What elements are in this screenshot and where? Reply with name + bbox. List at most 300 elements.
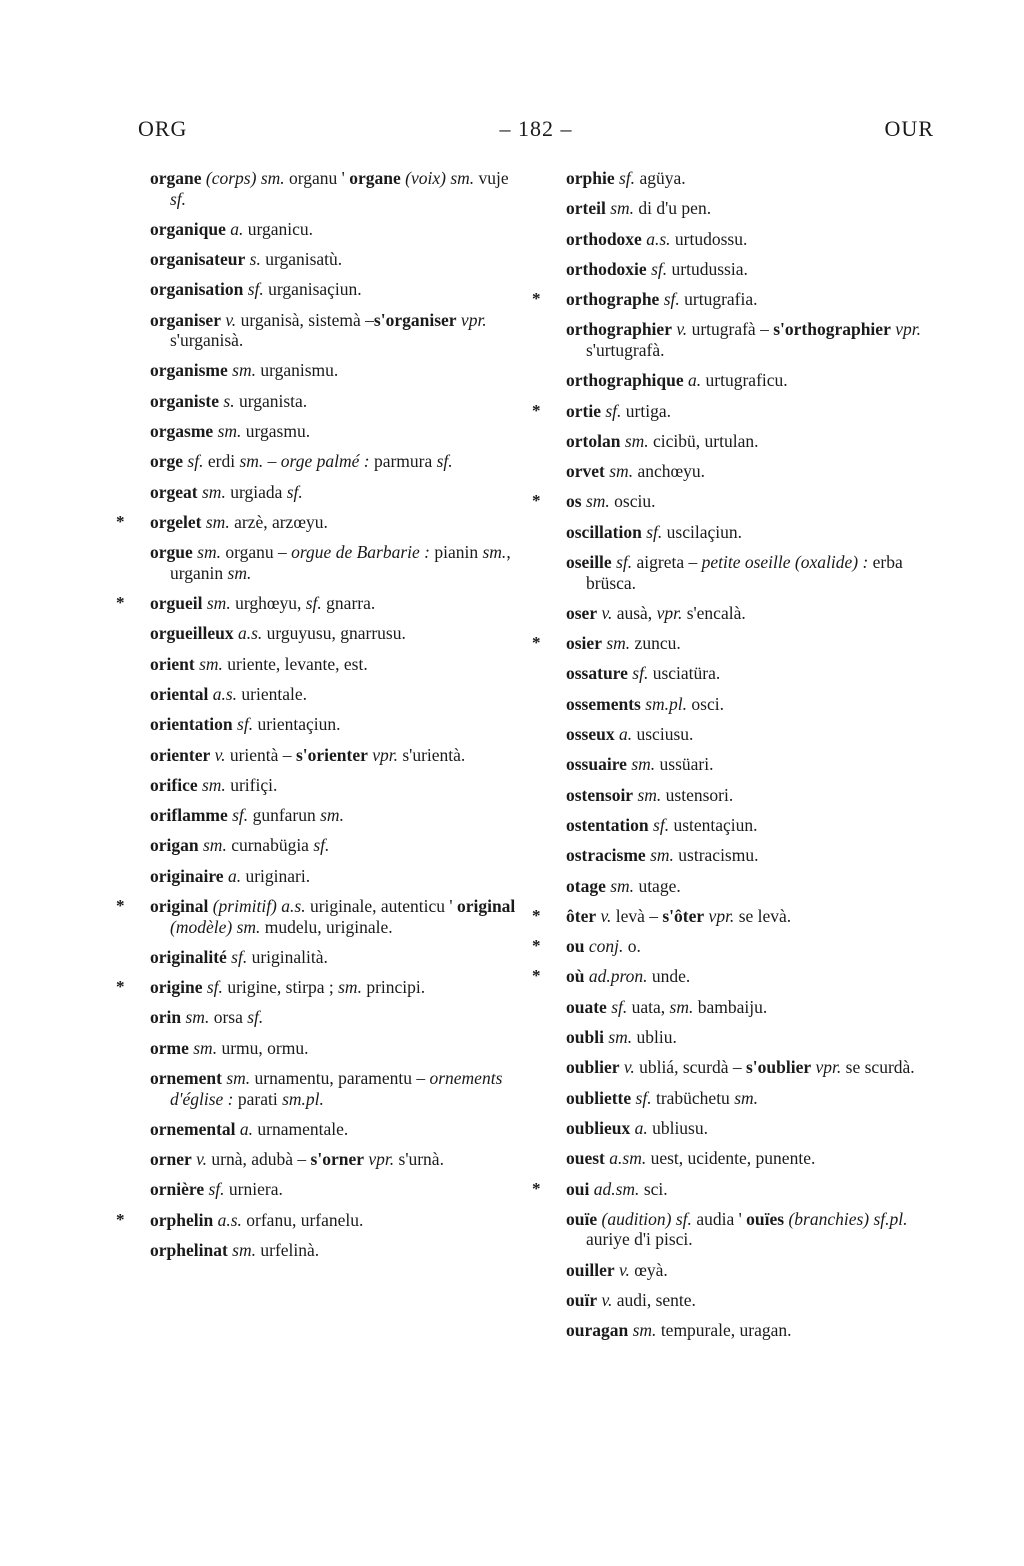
dictionary-entry xyxy=(566,229,938,250)
headword: orgue xyxy=(150,542,193,563)
dictionary-entry xyxy=(566,754,938,775)
grammar-label: vpr. xyxy=(708,905,735,926)
dictionary-entry xyxy=(566,461,938,482)
grammar-label: sm. xyxy=(450,168,475,188)
definition-text: se levà. xyxy=(734,905,792,926)
headword: s'orthographier xyxy=(773,319,891,340)
headword: s'orner xyxy=(310,1149,364,1170)
headword: oriflamme xyxy=(150,805,228,826)
header-last-entry-range: OUR xyxy=(884,116,934,141)
headword: organe xyxy=(349,168,401,188)
definition-text: parati xyxy=(233,1088,283,1109)
definition-text: ussüari. xyxy=(655,754,714,775)
grammar-label: sm. xyxy=(206,593,231,614)
definition-text: urtiga. xyxy=(621,400,671,421)
grammar-label: sf. xyxy=(646,521,663,542)
grammar-label: sm. xyxy=(236,916,261,937)
headword: orient xyxy=(150,653,195,674)
star-marker: * xyxy=(532,400,541,420)
grammar-label: sf. xyxy=(305,593,322,614)
grammar-label: v. xyxy=(618,1259,630,1280)
dictionary-entry xyxy=(150,654,522,675)
dictionary-entry xyxy=(566,1118,938,1139)
headword: originaire xyxy=(150,865,224,886)
definition-text: urgasmu. xyxy=(241,421,311,442)
grammar-label: sm. xyxy=(624,430,649,451)
dictionary-entry xyxy=(150,168,522,209)
dictionary-entry xyxy=(566,815,938,836)
dictionary-entry xyxy=(566,1027,938,1048)
header-first-entry-range: ORG xyxy=(138,116,188,141)
definition-text: urtudossu. xyxy=(670,228,748,249)
star-marker: * xyxy=(532,936,541,956)
grammar-label: sm. xyxy=(632,1320,657,1341)
dictionary-entry xyxy=(116,593,522,614)
headword: orthographe xyxy=(566,289,660,310)
left-column xyxy=(116,168,522,1270)
grammar-label: sf. xyxy=(247,1007,264,1028)
grammar-label: sm. xyxy=(202,481,226,502)
headword: oublieux xyxy=(566,1117,631,1138)
grammar-label: sf. xyxy=(611,996,628,1017)
definition-text: ustracismu. xyxy=(673,845,759,866)
headword: s'organiser xyxy=(373,309,457,330)
dictionary-entry xyxy=(150,714,522,735)
definition-text: usciatüra. xyxy=(648,663,721,684)
grammar-label: a. xyxy=(619,724,633,745)
dictionary-entry xyxy=(566,603,938,624)
grammar-label: sf. xyxy=(675,1208,692,1229)
headword: orgasme xyxy=(150,421,214,442)
grammar-label: (voix) xyxy=(405,168,446,188)
grammar-label: sf. xyxy=(231,946,248,967)
grammar-label: sm. xyxy=(669,996,694,1017)
headword: ossature xyxy=(566,663,628,684)
dictionary-entry xyxy=(566,259,938,280)
definition-text: urganisà, sistemà – xyxy=(236,309,374,330)
headword: oseille xyxy=(566,552,612,573)
dictionary-entry xyxy=(532,491,938,512)
definition-text: vuje xyxy=(474,168,509,188)
grammar-label: sf.pl. xyxy=(873,1208,908,1229)
grammar-label: conj. xyxy=(588,936,624,957)
dictionary-entry xyxy=(566,319,938,360)
headword: orvet xyxy=(566,461,605,482)
definition-text: utage. xyxy=(634,875,681,896)
definition-text: gnarra. xyxy=(321,593,376,614)
dictionary-entry xyxy=(566,1290,938,1311)
page-header xyxy=(138,116,934,146)
dictionary-entry xyxy=(150,1240,522,1261)
definition-text: agüya. xyxy=(635,168,686,188)
definition-text: urientaçiun. xyxy=(253,714,341,735)
headword: ostensoir xyxy=(566,784,634,805)
definition-text: uriginalità. xyxy=(247,946,328,967)
definition-text: ustentaçiun. xyxy=(669,814,758,835)
grammar-label: sf. xyxy=(632,663,649,684)
headword: orteil xyxy=(566,198,606,219)
headword: os xyxy=(566,491,582,512)
definition-text: ubliá, scurdà – xyxy=(634,1057,746,1078)
dictionary-entry xyxy=(566,1088,938,1109)
grammar-label: vpr. xyxy=(460,309,487,330)
headword: orgelet xyxy=(150,511,202,532)
definition-text: uata, xyxy=(627,996,670,1017)
definition-text: urientale. xyxy=(237,683,307,704)
dictionary-entry xyxy=(566,845,938,866)
headword: oubli xyxy=(566,1027,604,1048)
dictionary-entry xyxy=(532,1178,938,1200)
definition-text: osciu. xyxy=(609,491,656,512)
dictionary-entry xyxy=(150,775,522,796)
definition-text: urgiada xyxy=(225,481,287,502)
headword: osseux xyxy=(566,724,615,745)
grammar-label: sm. xyxy=(320,805,344,826)
definition-text: urganista. xyxy=(234,390,308,411)
headword: ouate xyxy=(566,996,607,1017)
headword: origan xyxy=(150,835,199,856)
definition-text: , urganin xyxy=(170,542,511,583)
grammar-label: sm. xyxy=(610,875,635,896)
grammar-label: sf. xyxy=(187,451,204,472)
dictionary-entry xyxy=(566,370,938,391)
star-marker: * xyxy=(532,491,541,511)
grammar-label: sm. xyxy=(650,845,674,866)
grammar-label: orgue de Barbarie : xyxy=(291,542,430,563)
dictionary-entry xyxy=(150,279,522,300)
grammar-label: sm. xyxy=(239,451,264,472)
headword: orphelinat xyxy=(150,1240,228,1260)
definition-text: urganisaçiun. xyxy=(263,279,362,300)
grammar-label: vpr. xyxy=(372,744,398,765)
dictionary-entry xyxy=(566,694,938,715)
grammar-label: sm.pl. xyxy=(645,693,688,714)
grammar-label: sm. xyxy=(193,1037,218,1058)
definition-text: uriente, levante, est. xyxy=(222,653,368,674)
star-marker: * xyxy=(532,633,541,653)
headword: orifice xyxy=(150,774,198,795)
dictionary-entry xyxy=(566,1260,938,1281)
grammar-label: sm. xyxy=(585,491,610,512)
star-marker: * xyxy=(116,511,125,531)
headword: où xyxy=(566,966,585,987)
definition-text: urganicu. xyxy=(243,218,314,239)
grammar-label: sm. xyxy=(482,542,507,563)
right-column xyxy=(532,168,938,1350)
grammar-label: sf. xyxy=(313,835,330,856)
headword: ornement xyxy=(150,1068,222,1089)
headword: ouïe xyxy=(566,1208,598,1229)
definition-text: aigreta – xyxy=(632,552,702,573)
star-marker: * xyxy=(532,905,541,925)
definition-text: erdi xyxy=(203,451,240,472)
definition-text: erba brüsca. xyxy=(586,552,903,593)
headword: organique xyxy=(150,218,226,239)
definition-text: gunfarun xyxy=(248,805,321,826)
definition-text: urguyusu, gnarrusu. xyxy=(262,623,406,644)
definition-text: ubliusu. xyxy=(647,1117,708,1138)
definition-text: ubliu. xyxy=(632,1027,677,1048)
definition-text: ustensori. xyxy=(661,784,734,805)
dictionary-entry xyxy=(150,866,522,887)
grammar-label: sf. xyxy=(232,805,249,826)
headword: oser xyxy=(566,602,598,623)
definition-text: principi. xyxy=(361,977,426,998)
dictionary-entry xyxy=(566,522,938,543)
headword: s'ôter xyxy=(662,905,705,926)
grammar-label: sf. xyxy=(247,279,264,300)
grammar-label: ad.sm. xyxy=(593,1178,640,1199)
dictionary-entry xyxy=(116,511,522,533)
grammar-label: s. xyxy=(249,249,261,270)
grammar-label: sm. xyxy=(217,421,242,442)
headword: oubliette xyxy=(566,1087,632,1108)
dictionary-entry xyxy=(150,745,522,766)
headword: ouragan xyxy=(566,1320,629,1341)
grammar-label: orge palmé : xyxy=(280,451,370,472)
definition-text: organu – xyxy=(220,542,292,563)
headword: ouïr xyxy=(566,1289,598,1310)
grammar-label: sm. xyxy=(199,653,223,674)
headword: organisation xyxy=(150,279,244,300)
definition-text: urnamentu, paramentu – xyxy=(250,1068,430,1089)
headword: organe xyxy=(150,168,202,188)
grammar-label: sm. xyxy=(338,977,362,998)
headword: ornemental xyxy=(150,1118,236,1139)
dictionary-entry xyxy=(150,482,522,503)
definition-text: uest, ucidente, punente. xyxy=(646,1148,816,1169)
definition-text: urnà, adubà – xyxy=(207,1149,311,1170)
grammar-label: sm. xyxy=(226,1068,251,1089)
grammar-label: (branchies) xyxy=(788,1208,870,1229)
grammar-label: (corps) xyxy=(205,168,257,188)
dictionary-entry xyxy=(150,360,522,381)
headword: orgeat xyxy=(150,481,198,502)
grammar-label: sm. xyxy=(608,1027,633,1048)
definition-text: o. xyxy=(623,936,641,957)
definition-text: s'encalà. xyxy=(682,602,746,623)
headword: ornière xyxy=(150,1179,205,1200)
dictionary-entry xyxy=(150,623,522,644)
grammar-label: sf. xyxy=(170,188,187,209)
dictionary-entry xyxy=(566,724,938,745)
grammar-label: v. xyxy=(601,602,613,623)
grammar-label: a. xyxy=(227,865,242,886)
star-marker: * xyxy=(532,966,541,986)
definition-text: audia ' xyxy=(691,1208,747,1229)
definition-text: urganisatù. xyxy=(260,249,343,270)
definition-text: urfelinà. xyxy=(256,1240,320,1260)
dictionary-entry xyxy=(566,1057,938,1078)
dictionary-entry xyxy=(566,198,938,219)
headword: orner xyxy=(150,1149,192,1170)
dictionary-entry xyxy=(566,1320,938,1341)
dictionary-entry xyxy=(150,219,522,240)
definition-text: urientà – xyxy=(225,744,296,765)
definition-text: trabüchetu xyxy=(651,1087,735,1108)
grammar-label: sm. xyxy=(197,542,221,563)
headword: orge xyxy=(150,451,184,472)
dictionary-entry xyxy=(566,663,938,684)
headword: organiser xyxy=(150,309,221,330)
headword: originalité xyxy=(150,946,227,967)
grammar-label: a. xyxy=(688,370,702,391)
definition-text: urganismu. xyxy=(255,360,339,381)
dictionary-entry xyxy=(150,684,522,705)
definition-text: urniera. xyxy=(224,1179,283,1200)
headword: organisateur xyxy=(150,249,246,270)
headword: ouest xyxy=(566,1148,605,1169)
definition-text: uriginari. xyxy=(241,865,311,886)
grammar-label: sf. xyxy=(651,258,668,279)
definition-text: orfanu, urfanelu. xyxy=(241,1209,364,1230)
definition-text: se scurdà. xyxy=(841,1057,915,1078)
headword: ou xyxy=(566,936,585,957)
headword: orthodoxe xyxy=(566,228,642,249)
dictionary-entry xyxy=(566,1209,938,1250)
dictionary-entry xyxy=(150,805,522,826)
grammar-label: sf. xyxy=(616,552,633,573)
grammar-label: (audition) xyxy=(601,1208,672,1229)
dictionary-entry xyxy=(116,977,522,998)
definition-text: audi, sente. xyxy=(612,1289,696,1310)
grammar-label: sf. xyxy=(605,400,622,421)
dictionary-entry xyxy=(150,1007,522,1028)
headword: ôter xyxy=(566,905,597,926)
headword: ouiller xyxy=(566,1259,615,1280)
definition-text: s'urnà. xyxy=(394,1149,444,1170)
dictionary-entry xyxy=(116,1209,522,1231)
headword: otage xyxy=(566,875,606,896)
dictionary-entry xyxy=(566,552,938,593)
headword: orthodoxie xyxy=(566,258,647,279)
dictionary-entry xyxy=(532,289,938,310)
dictionary-entry xyxy=(150,1068,522,1109)
definition-text: bambaiju. xyxy=(693,996,768,1017)
dictionary-entry xyxy=(532,400,938,422)
grammar-label: vpr. xyxy=(815,1057,842,1078)
dictionary-entry xyxy=(150,1179,522,1200)
star-marker: * xyxy=(532,289,541,309)
headword: original xyxy=(150,896,209,917)
grammar-label: vpr. xyxy=(895,319,921,340)
headword: ostentation xyxy=(566,814,649,835)
definition-text: urghœyu, xyxy=(230,593,306,614)
definition-text: s'urtugrafà. xyxy=(586,339,665,360)
grammar-label: (primitif) xyxy=(212,896,277,917)
definition-text: pianin xyxy=(429,542,483,563)
headword: orme xyxy=(150,1037,189,1058)
headword: organiste xyxy=(150,390,220,411)
grammar-label: a. xyxy=(634,1117,648,1138)
dictionary-entry xyxy=(150,249,522,270)
headword: ossuaire xyxy=(566,754,627,775)
dictionary-entry xyxy=(566,997,938,1018)
definition-text: urnamentale. xyxy=(253,1118,349,1139)
definition-text: urtugrafà – xyxy=(687,319,774,340)
grammar-label: sf. xyxy=(206,977,223,998)
grammar-label: sm. xyxy=(734,1087,759,1108)
headword: organisme xyxy=(150,360,228,381)
grammar-label: sm. xyxy=(232,1240,256,1260)
grammar-label: sm. xyxy=(205,511,230,532)
headword: ortie xyxy=(566,400,601,421)
definition-text: curnabügia xyxy=(226,835,314,856)
headword: ouïes xyxy=(746,1208,785,1229)
dictionary-entry xyxy=(150,1149,522,1170)
definition-text: usciusu. xyxy=(632,724,694,745)
star-marker: * xyxy=(116,977,125,997)
grammar-label: sm. xyxy=(227,562,252,583)
dictionary-entry xyxy=(150,947,522,968)
dictionary-entry xyxy=(532,905,938,927)
headword: ostracisme xyxy=(566,845,646,866)
definition-text: œyà. xyxy=(629,1259,668,1280)
headword: original xyxy=(456,896,516,917)
grammar-label: (modèle) xyxy=(170,916,233,937)
grammar-label: petite oseille (oxalide) : xyxy=(701,552,869,573)
grammar-label: sm. xyxy=(260,168,285,188)
grammar-label: sf. xyxy=(663,289,680,310)
definition-text: osci. xyxy=(687,693,724,714)
grammar-label: a. xyxy=(239,1118,254,1139)
headword: oriental xyxy=(150,683,209,704)
dictionary-entry xyxy=(150,1119,522,1140)
definition-text: urifiçi. xyxy=(225,774,278,795)
definition-text: urigine, stirpa ; xyxy=(222,977,339,998)
star-marker: * xyxy=(116,593,125,613)
dictionary-entry xyxy=(150,310,522,351)
definition-text: arzè, arzœyu. xyxy=(229,511,328,532)
definition-text: urtugrafia. xyxy=(679,289,758,310)
grammar-label: a.s. xyxy=(237,623,263,644)
grammar-label: a.s. xyxy=(217,1209,242,1230)
headword: oublier xyxy=(566,1057,620,1078)
definition-text: parmura xyxy=(369,451,437,472)
headword: oscillation xyxy=(566,521,642,542)
star-marker: * xyxy=(116,896,125,916)
dictionary-entry xyxy=(566,168,938,189)
headword: s'orienter xyxy=(295,744,368,765)
headword: origine xyxy=(150,977,203,998)
definition-text: uriginale, autenticu ' xyxy=(305,896,457,917)
definition-text: urmu, ormu. xyxy=(217,1037,309,1058)
dictionary-entry xyxy=(532,966,938,987)
dictionary-entry xyxy=(150,542,522,583)
definition-text: uscilaçiun. xyxy=(662,521,742,542)
definition-text: ausà, xyxy=(612,602,657,623)
headword: ossements xyxy=(566,693,641,714)
grammar-label: v. xyxy=(600,905,612,926)
grammar-label: vpr. xyxy=(368,1149,395,1170)
grammar-label: a.s. xyxy=(646,228,671,249)
grammar-label: a.s. xyxy=(281,896,306,917)
grammar-label: sf. xyxy=(286,481,303,502)
definition-text: organu ' xyxy=(284,168,350,188)
dictionary-entry xyxy=(532,633,938,654)
grammar-label: sm. xyxy=(609,461,634,482)
grammar-label: sm. xyxy=(203,835,227,856)
dictionary-entry xyxy=(116,896,522,937)
grammar-label: a.sm. xyxy=(609,1148,647,1169)
grammar-label: sm. xyxy=(201,774,226,795)
headword: orin xyxy=(150,1007,182,1028)
definition-text: orsa xyxy=(209,1007,248,1028)
dictionary-entry xyxy=(566,876,938,897)
page-number: – 182 – xyxy=(499,116,573,141)
definition-text: zuncu. xyxy=(630,633,681,654)
definition-text: mudelu, uriginale. xyxy=(260,916,393,937)
